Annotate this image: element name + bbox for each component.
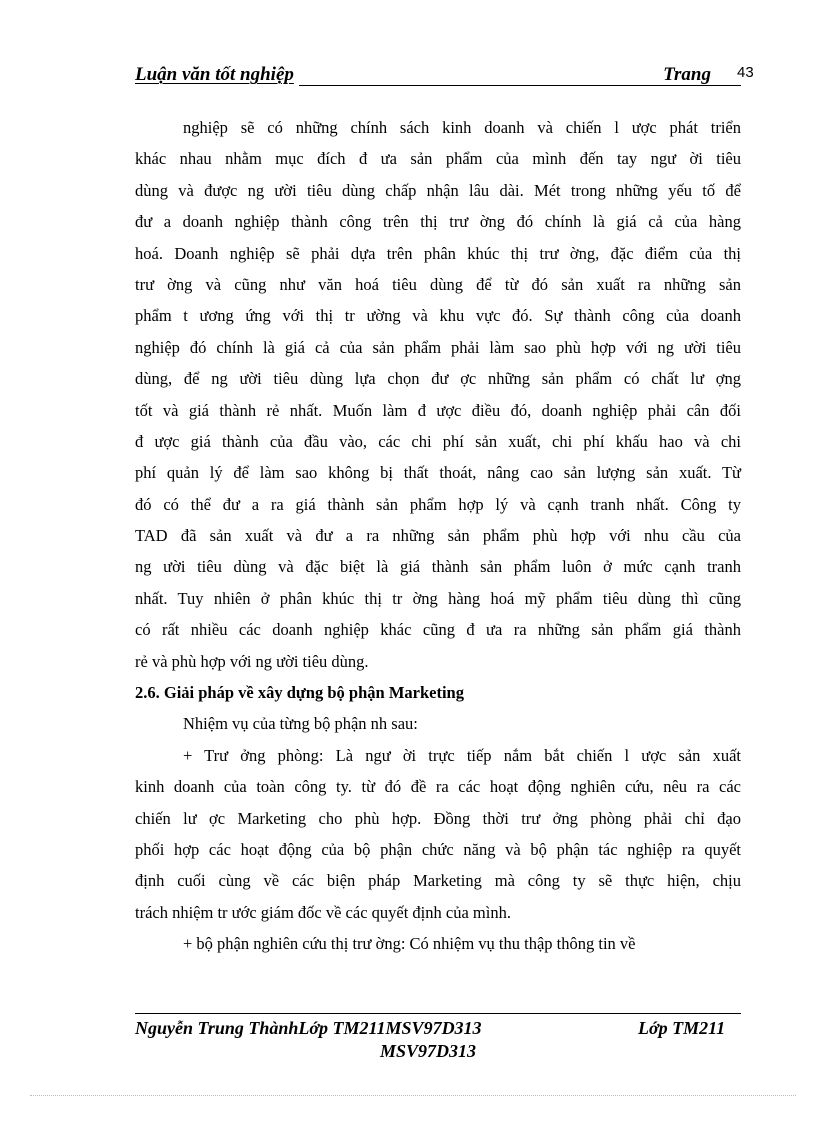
page-number: 43 <box>737 64 754 81</box>
footer-rule <box>135 1013 741 1014</box>
footer-student-id: MSV97D313 <box>380 1041 477 1061</box>
text-line: định cuối cùng về các biện pháp Marketing mà công ty sẽ thực hiện, chịu <box>135 871 741 891</box>
text-line: nghiệp sẽ có những chính sách kinh doanh và chiến l ược phát triển <box>183 118 741 137</box>
body-text <box>135 112 741 960</box>
text-line: phối hợp các hoạt động của bộ phận chức năng và bộ phận tác nghiệp ra quyết <box>135 839 741 859</box>
text-line: ng ười tiêu dùng và đặc biệt là giá thành sản phẩm luôn ở mức cạnh tranh <box>135 557 741 577</box>
text-line: phí quản lý để làm sao không bị thất thoát, nâng cao sản lượng sản xuất. Từ <box>135 463 741 483</box>
text-line: + Trư ởng phòng: Là ngư ời trực tiếp nắm bắt chiến l ược sản xuất <box>183 745 741 765</box>
text-line: trách nhiệm tr ước giám đốc về các quyết định của mình. <box>135 902 511 922</box>
text-line: nhất. Tuy nhiên ở phân khúc thị tr ờng hàng hoá mỹ phẩm tiêu dùng thì cũng <box>135 588 741 608</box>
text-line: dùng và được ng ười tiêu dùng chấp nhận lâu dài. Mét trong những yếu tố để <box>135 180 741 200</box>
dotted-border <box>30 1095 796 1096</box>
text-line: kinh doanh của toàn công ty. từ đó đề ra các hoạt động nghiên cứu, nêu ra các <box>135 777 741 797</box>
footer-author: Nguyễn Trung ThànhLớp TM211MSV97D313 <box>135 1018 482 1038</box>
text-line: rẻ và phù hợp với ng ười tiêu dùng. <box>135 651 369 671</box>
text-line: TAD đã sản xuất và đư a ra những sản phẩm phù hợp với nhu cầu của <box>135 526 741 546</box>
text-line: đư a doanh nghiệp thành công trên thị trư ờng đó chính là giá cả của hàng <box>135 212 741 232</box>
text-line: khác nhau nhằm mục đích đ ưa sản phẩm của mình đến tay ngư ời tiêu <box>135 149 741 169</box>
document-title: Luận văn tốt nghiệp <box>135 64 294 85</box>
text-line: hoá. Doanh nghiệp sẽ phải dựa trên phân khúc thị trư ờng, đặc điểm của thị <box>135 243 741 263</box>
text-line: phẩm t ương ứng với thị tr ường và khu vực đó. Sự thành công của doanh <box>135 306 741 326</box>
text-line: có rất nhiều các doanh nghiệp khác cũng đ ưa ra những sản phẩm giá thành <box>135 620 741 640</box>
text-line: dùng, để ng ười tiêu dùng lựa chọn đư ợc những sản phẩm có chất lư ợng <box>135 369 741 389</box>
text-line: chiến lư ợc Marketing cho phù hợp. Đồng thời trư ởng phòng phải chỉ đạo <box>135 808 741 828</box>
footer-class: Lớp TM211 <box>638 1018 726 1038</box>
text-line: trư ờng và cũng như văn hoá tiêu dùng để từ đó sản xuất ra những sản <box>135 274 741 294</box>
section-heading: 2.6. Giải pháp về xây dựng bộ phận Marketing <box>135 683 464 703</box>
intro-line: Nhiệm vụ của từng bộ phận nh sau: <box>183 714 418 734</box>
text-line: tốt và giá thành rẻ nhất. Muốn làm đ ược điều đó, doanh nghiệp phải cân đối <box>135 400 741 420</box>
text-line: đ ược giá thành của đầu vào, các chi phí sản xuất, chi phí khấu hao và chi <box>135 431 741 451</box>
text-line: nghiệp đó chính là giá cả của sản phẩm phải làm sao phù hợp với ng ười tiêu <box>135 337 741 357</box>
page-label: Trang <box>663 64 711 85</box>
page-header <box>135 64 741 88</box>
text-line: đó có thể đư a ra giá thành sản phẩm hợp lý và cạnh tranh nhất. Công ty <box>135 494 741 514</box>
text-line: + bộ phận nghiên cứu thị trư ờng: Có nhiệm vụ thu thập thông tin về <box>183 934 636 954</box>
